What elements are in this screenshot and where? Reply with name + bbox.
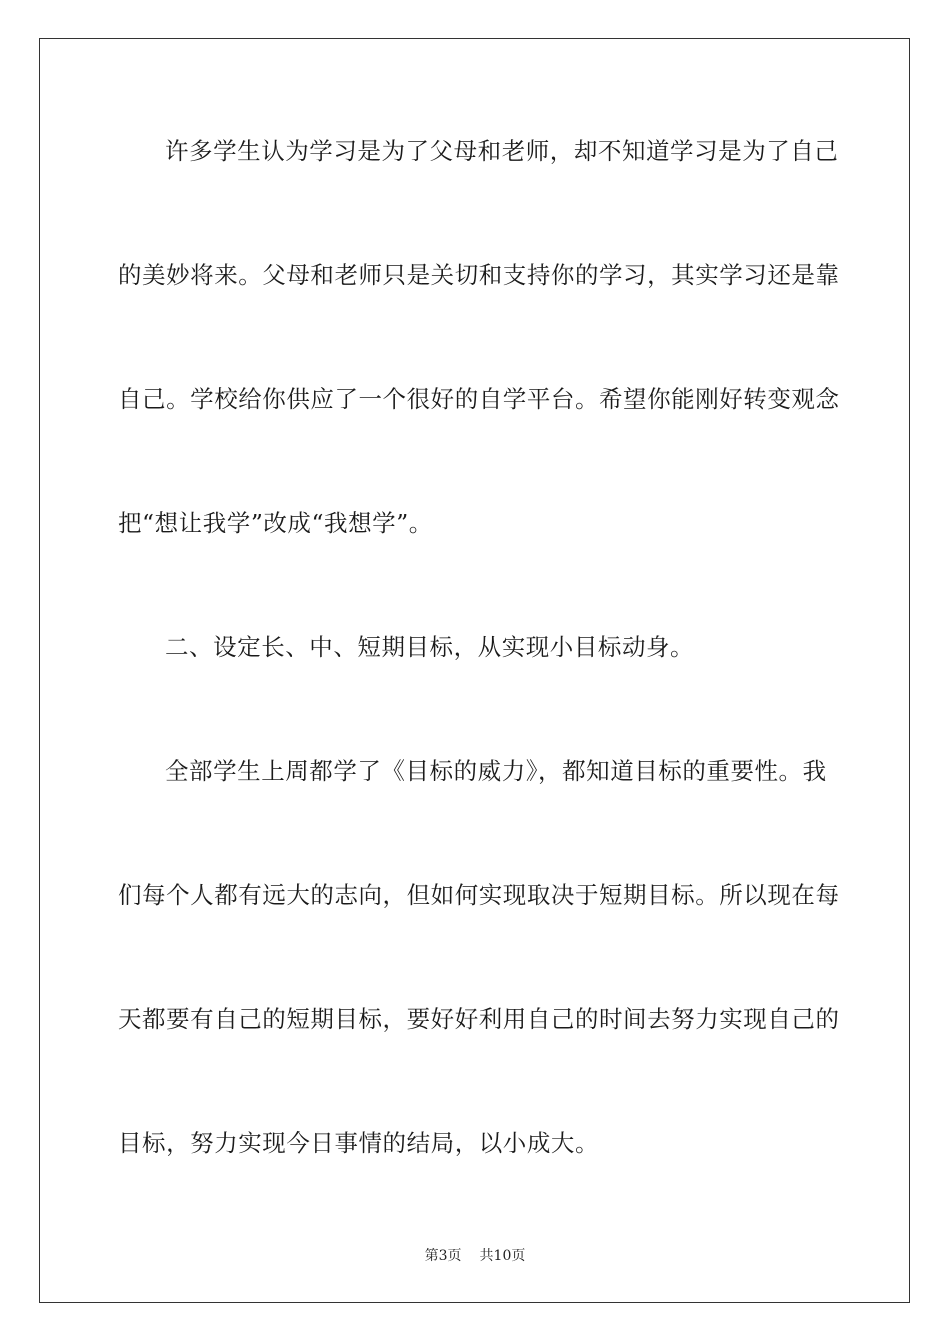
page-footer [0, 1247, 950, 1265]
section-heading: 二、设定长、中、短期目标，从实现小目标动身。 [165, 633, 695, 661]
paragraph-line: 的美妙将来。父母和老师只是关切和支持你的学习，其实学习还是靠 [118, 261, 840, 289]
paragraph-line: 目标，努力实现今日事情的结局，以小成大。 [118, 1129, 599, 1157]
paragraph-line: 全部学生上周都学了《目标的威力》，都知道目标的重要性。我 [165, 757, 827, 785]
paragraph-line: 把“想让我学”改成“我想学”。 [118, 509, 433, 537]
page-number: 第3页 [424, 1248, 462, 1264]
total-pages: 共10页 [479, 1248, 526, 1264]
paragraph-line: 们每个人都有远大的志向，但如何实现取决于短期目标。所以现在每 [118, 881, 840, 909]
paragraph-line: 许多学生认为学习是为了父母和老师，却不知道学习是为了自己 [165, 137, 839, 165]
paragraph-line: 自己。学校给你供应了一个很好的自学平台。希望你能刚好转变观念 [118, 385, 840, 413]
page-frame [39, 38, 910, 1303]
paragraph-line: 天都要有自己的短期目标，要好好利用自己的时间去努力实现自己的 [118, 1005, 840, 1033]
